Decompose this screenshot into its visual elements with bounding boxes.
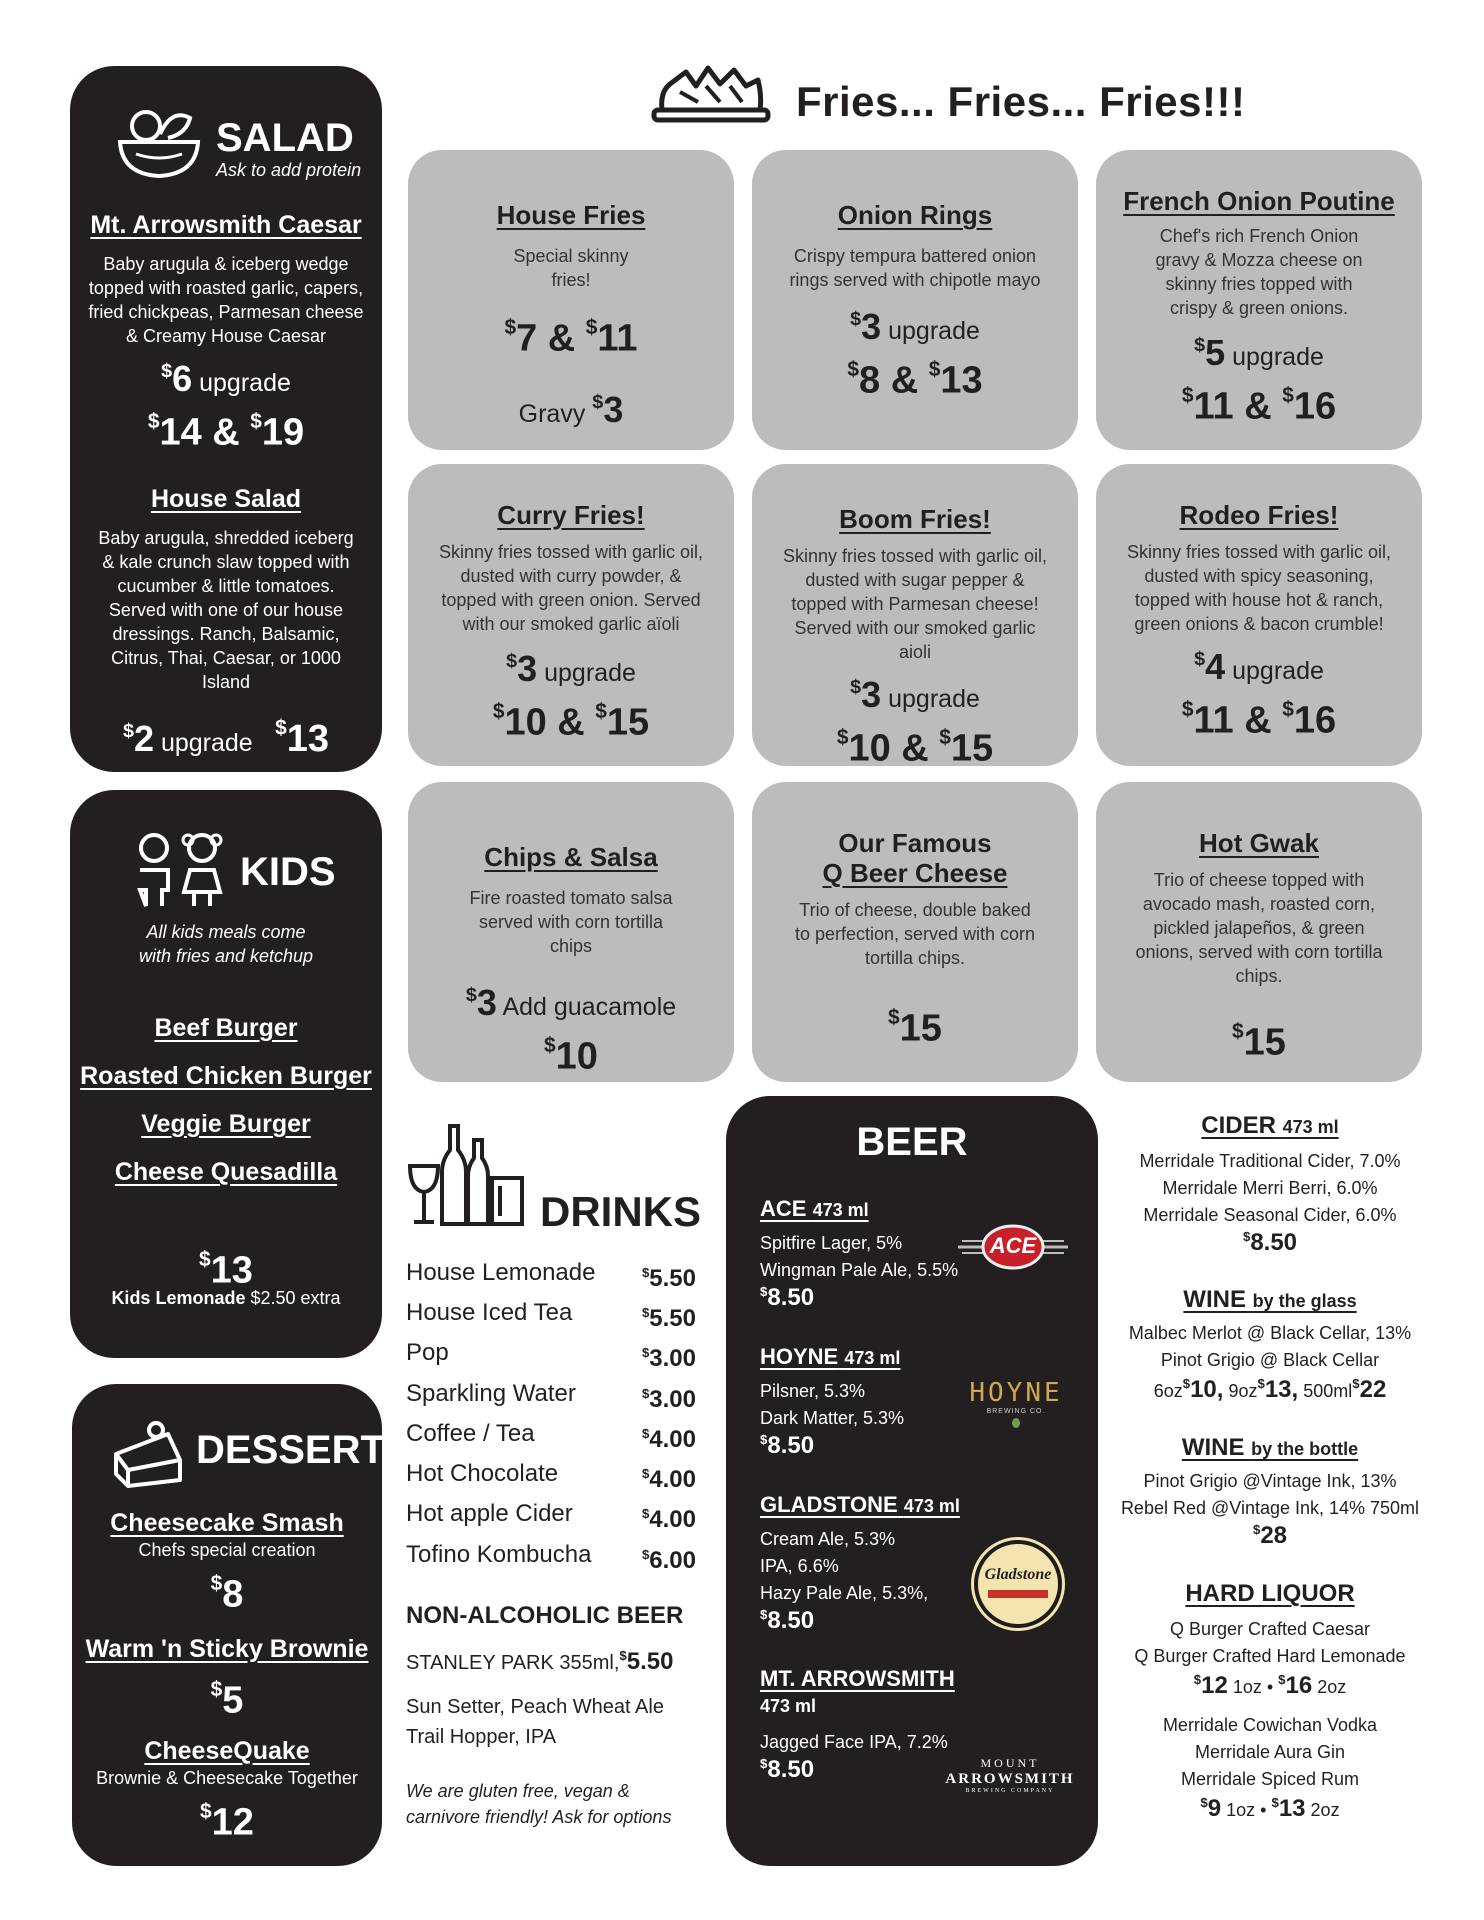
salad-subtitle: Ask to add protein — [216, 160, 362, 180]
beer-title: BEER — [856, 1120, 968, 1164]
item-name: Onion Rings — [837, 200, 993, 230]
upgrade-line: $3 upgrade — [850, 306, 980, 347]
item-name-line1: Our Famous — [838, 828, 992, 858]
wine-glass-title: WINE by the glass — [1183, 1286, 1357, 1313]
beer-brand-ace — [760, 1196, 980, 1312]
wine-glass-section — [1110, 1286, 1430, 1404]
item-desc: Trio of cheese, double baked to perfection, served with corn tortilla chips. — [794, 900, 1036, 968]
arrowsmith-logo — [942, 1756, 1078, 1794]
beer-line: Wingman Pale Ale, 5.5% — [760, 1260, 959, 1280]
gladstone-logo-stripe — [988, 1590, 1048, 1598]
beer-brand-hoyne — [760, 1344, 980, 1460]
item-name: Rodeo Fries! — [1179, 500, 1339, 530]
hoyne-logo-sub: BREWING CO. — [986, 1408, 1046, 1415]
item-price: $11 & $16 — [1181, 698, 1337, 742]
drink-row: Pop $3.00 — [406, 1339, 696, 1373]
item-desc: Special skinny fries! — [513, 246, 629, 290]
kids-icon — [132, 830, 228, 908]
item-price: $10 & $15 — [836, 726, 994, 770]
kids-note: All kids meals come with fries and ketchup — [138, 922, 314, 966]
item-desc: Skinny fries tossed with garlic oil, dusted with spicy seasoning, topped with house hot & ranch, green onions & bacon crumble! — [1126, 542, 1392, 634]
item-price: $10 — [544, 1034, 598, 1078]
item-price: $15 — [1232, 1020, 1286, 1064]
item-price: $7 & $11 — [504, 316, 638, 360]
hoyne-logo — [966, 1378, 1066, 1428]
fries-card-chips-salsa — [408, 782, 734, 1082]
drink-row: Hot Chocolate $4.00 — [406, 1460, 696, 1494]
salad-item-house — [70, 484, 382, 761]
item-desc: Fire roasted tomato salsa served with corn tortilla chips — [469, 888, 673, 956]
dessert-item — [72, 1634, 382, 1723]
item-name: House Salad — [150, 485, 302, 513]
hoyne-logo-text: HOYNE — [969, 1378, 1063, 1408]
na-beer-line: Trail Hopper, IPA — [406, 1726, 557, 1748]
drinks-title: DRINKS — [540, 1188, 702, 1235]
kids-panel — [70, 790, 382, 1358]
beer-panel — [726, 1096, 1098, 1866]
fries-card-hot-gwak — [1096, 782, 1422, 1082]
fries-card-beer-cheese — [752, 782, 1078, 1082]
item-desc: Chef's rich French Onion gravy & Mozza cheese on skinny fries topped with crispy & green onions. — [1155, 226, 1363, 318]
salad-title: SALAD — [216, 116, 354, 160]
dietary-note: We are gluten free, vegan & carnivore friendly! Ask for options — [406, 1781, 672, 1827]
na-beer-title: NON-ALCOHOLIC BEER — [406, 1602, 684, 1629]
drink-row: House Lemonade $5.50 — [406, 1259, 696, 1293]
liquor-line: Merridale Cowichan Vodka — [1162, 1715, 1378, 1736]
cider-line: Merridale Merri Berri, 6.0% — [1162, 1178, 1378, 1198]
brand-size: 473 ml — [760, 1696, 817, 1716]
kids-price: $13 — [199, 1248, 253, 1292]
item-name: Curry Fries! — [497, 500, 645, 530]
arrowsmith-logo-top: MOUNT — [980, 1756, 1040, 1770]
beer-line: Hazy Pale Ale, 5.3%, — [760, 1583, 929, 1603]
liquor-prices-b: $9 1oz • $13 2oz — [1200, 1795, 1340, 1823]
salad-item-caesar — [70, 210, 382, 455]
fries-card-poutine — [1096, 150, 1422, 450]
ace-logo — [958, 1224, 1068, 1270]
item-desc: Skinny fries tossed with garlic oil, dusted with curry powder, & topped with green onion. Served with our smoked garlic aïoli — [438, 542, 704, 634]
item-price: $12 — [200, 1800, 254, 1844]
item-desc: Baby arugula & iceberg wedge topped with roasted garlic, capers, fried chickpeas, Parmesan cheese & Creamy House Caesar — [88, 254, 364, 346]
fries-card-onion-rings — [752, 150, 1078, 450]
kids-item: Beef Burger — [154, 1014, 298, 1042]
fries-section-title: Fries... Fries... Fries!!! — [796, 78, 1246, 125]
drink-row: Sparkling Water $3.00 — [406, 1379, 696, 1413]
item-name: French Onion Poutine — [1123, 186, 1395, 216]
item-price: $15 — [888, 1006, 942, 1050]
upgrade-line: $5 upgrade — [1194, 332, 1324, 373]
fries-card-rodeo — [1096, 464, 1422, 766]
beer-line: Spitfire Lager, 5% — [760, 1233, 903, 1253]
kids-item: Veggie Burger — [141, 1110, 311, 1138]
wine-line: Pinot Grigio @ Black Cellar — [1160, 1350, 1380, 1370]
addon-line: $3 Add guacamole — [465, 982, 677, 1023]
item-price: $10 & $15 — [492, 700, 650, 744]
dessert-item — [72, 1736, 382, 1845]
beer-line: Dark Matter, 5.3% — [760, 1408, 905, 1428]
dessert-title: DESSERT — [196, 1428, 385, 1472]
kids-items — [70, 1004, 382, 1196]
upgrade-line: $3 upgrade — [506, 648, 636, 689]
fries-card-house-fries — [408, 150, 734, 450]
drink-row: Hot apple Cider $4.00 — [406, 1500, 696, 1534]
fries-basket-icon — [650, 62, 772, 130]
item-name: Warm 'n Sticky Brownie — [85, 1635, 369, 1663]
beer-brand-gladstone — [760, 1492, 980, 1635]
item-name: Chips & Salsa — [484, 842, 658, 872]
drink-row: House Iced Tea $5.50 — [406, 1299, 696, 1333]
item-name: Mt. Arrowsmith Caesar — [90, 211, 362, 239]
liquor-line: Q Burger Crafted Caesar — [1169, 1619, 1371, 1639]
item-name: CheeseQuake — [144, 1737, 310, 1765]
liquor-prices-a: $12 1oz • $16 2oz — [1193, 1672, 1347, 1700]
upgrade-line: $4 upgrade — [1194, 646, 1324, 687]
gladstone-logo — [974, 1540, 1062, 1628]
wine-line: Malbec Merlot @ Black Cellar, 13% — [1128, 1323, 1412, 1343]
brand-name: ACE 473 ml — [760, 1196, 869, 1221]
upgrade-line: $3 upgrade — [850, 674, 980, 715]
arrowsmith-logo-text: ARROWSMITH — [945, 1771, 1075, 1787]
kids-item: Cheese Quesadilla — [114, 1158, 338, 1186]
cider-title: CIDER 473 ml — [1201, 1112, 1339, 1139]
na-beer-item: STANLEY PARK 355ml,$5.50 — [406, 1648, 674, 1676]
kids-item: Roasted Chicken Burger — [80, 1062, 372, 1090]
upgrade-line: $6 upgrade — [161, 358, 291, 399]
wine-bottle-price: $28 — [1252, 1522, 1288, 1550]
liquor-section — [1110, 1580, 1430, 1823]
kids-title: KIDS — [240, 850, 336, 894]
item-desc: Chefs special creation — [138, 1540, 316, 1560]
item-desc: Baby arugula, shredded iceberg & kale crunch slaw topped with cucumber & little tomatoes. Served with one of our house dressings. Ranch, Balsamic, Citrus, Thai, Caesar, or 1000 Island — [98, 528, 354, 692]
item-desc: Trio of cheese topped with avocado mash, roasted corn, pickled jalapeños, & green onions, served with corn tortilla chips. — [1135, 870, 1383, 986]
item-price: $5 — [210, 1678, 244, 1722]
fries-card-curry — [408, 464, 734, 766]
wine-bottle-title: WINE by the bottle — [1181, 1434, 1359, 1461]
beer-price: $8.50 — [760, 1284, 815, 1312]
beer-price: $8.50 — [760, 1756, 815, 1784]
cider-line: Merridale Traditional Cider, 7.0% — [1139, 1151, 1401, 1171]
na-beer-line: Sun Setter, Peach Wheat Ale — [406, 1696, 664, 1718]
cider-line: Merridale Seasonal Cider, 6.0% — [1143, 1205, 1397, 1225]
kids-lemonade: Kids Lemonade $2.50 extra — [111, 1288, 341, 1308]
item-desc: Crispy tempura battered onion rings served with chipotle mayo — [789, 246, 1041, 290]
beer-line: Pilsner, 5.3% — [760, 1381, 866, 1401]
salad-bowl-icon — [116, 104, 202, 180]
gravy-line: Gravy $3 — [518, 388, 624, 430]
cider-price: $8.50 — [1242, 1229, 1298, 1257]
liquor-line: Merridale Spiced Rum — [1180, 1769, 1360, 1790]
liquor-title: HARD LIQUOR — [1185, 1580, 1355, 1607]
liquor-line: Q Burger Crafted Hard Lemonade — [1134, 1646, 1406, 1666]
drink-row: Coffee / Tea $4.00 — [406, 1419, 696, 1454]
item-price: $8 & $13 — [847, 358, 983, 402]
item-name: Boom Fries! — [839, 504, 991, 534]
cider-section — [1110, 1112, 1430, 1257]
cake-slice-icon — [110, 1420, 186, 1490]
wine-glass-prices: 6oz$10, 9oz$13, 500ml$22 — [1153, 1376, 1387, 1404]
item-price: $8 — [210, 1572, 244, 1616]
wine-line: Rebel Red @Vintage Ink, 14% 750ml — [1120, 1498, 1420, 1518]
item-name: Cheesecake Smash — [110, 1509, 344, 1537]
beer-line: Cream Ale, 5.3% — [760, 1529, 896, 1549]
beer-line: Jagged Face IPA, 7.2% — [760, 1732, 948, 1752]
beer-line: IPA, 6.6% — [760, 1556, 839, 1576]
gladstone-logo-text: Gladstone — [984, 1566, 1052, 1583]
item-desc: Brownie & Cheesecake Together — [96, 1768, 358, 1788]
wine-line: Pinot Grigio @Vintage Ink, 13% — [1143, 1471, 1397, 1491]
wine-bottle-section — [1110, 1434, 1430, 1550]
drinks-list — [406, 1256, 696, 1578]
ace-logo-text: ACE — [989, 1233, 1037, 1258]
hop-icon — [1012, 1418, 1020, 1428]
liquor-line: Merridale Aura Gin — [1194, 1742, 1346, 1763]
drink-row: Tofino Kombucha $6.00 — [406, 1540, 696, 1574]
salad-panel — [70, 66, 382, 772]
beer-price: $8.50 — [760, 1607, 815, 1635]
item-desc: Skinny fries tossed with garlic oil, dusted with sugar pepper & topped with Parmesan cheese! Served with our smoked garlic aioli — [782, 546, 1048, 662]
brand-name: GLADSTONE 473 ml — [760, 1492, 960, 1517]
item-price: $11 & $16 — [1181, 384, 1337, 428]
item-name: Hot Gwak — [1199, 828, 1319, 858]
price-line: $2 upgrade $13 — [122, 716, 330, 760]
item-name: House Fries — [496, 200, 646, 230]
dessert-panel — [72, 1384, 385, 1866]
dessert-item — [72, 1508, 382, 1617]
beer-price: $8.50 — [760, 1432, 815, 1460]
item-name-line2: Q Beer Cheese — [822, 858, 1008, 888]
na-beer-lines — [406, 1692, 664, 1752]
fries-card-boom — [752, 464, 1078, 770]
brand-name: MT. ARROWSMITH — [760, 1666, 955, 1691]
brand-name: HOYNE 473 ml — [760, 1344, 901, 1369]
arrowsmith-logo-sub: BREWING COMPANY — [965, 1788, 1055, 1794]
item-price: $14 & $19 — [147, 410, 305, 454]
drinks-bottles-icon — [404, 1120, 528, 1230]
